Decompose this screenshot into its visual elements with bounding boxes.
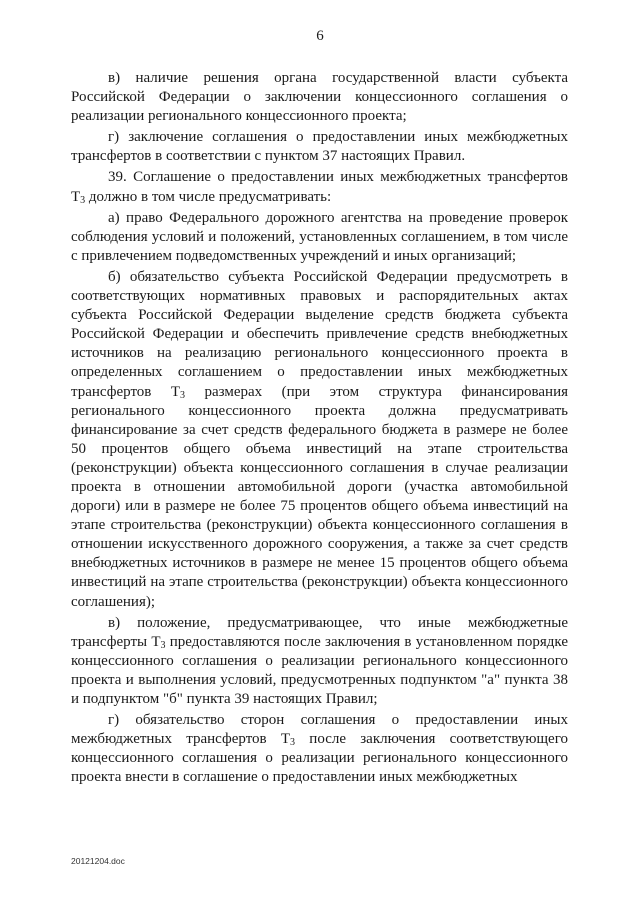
subscript-3: 3: [290, 737, 296, 749]
paragraph-38-v: в) наличие решения органа государственной власти субъекта Российской Федерации о заключении концессионного соглашения о реализации регионального концессионного проекта;: [71, 70, 568, 125]
document-footer-code: 20121204.doc: [71, 856, 125, 866]
paragraph-39-b: б) обязательство субъекта Российской Федерации предусмотреть в соответствующих нормативных правовых и распорядительных актах субъекта Российской Федерации выделение средств бюджета субъекта Российской Федерации и обеспечить привлечение средств внебюджетных источников на реализацию регионального концессионного проекта в определенных соглашением о предоставлении иных межбюджетных трансфертов $Т_3$ размерах (при этом структура финансирования регионального концессионного проекта должна предусматривать финансирование за счет средств федерального бюджета в размере не более 50 процентов общего объема инвестиций на этапе строительства (реконструкции) объекта концессионного соглашения в случае реализации проекта в отношении автомобильной дороги (участка автомобильной дороги) или в размере не более 75 процентов общего объема инвестиций на этапе строительства (реконструкции) объекта концессионного соглашения в отношении искусственного дорожного сооружения, а также за счет средств внебюджетных источников в размере не менее 15 процентов общего объема инвестиций на этапе строительства (реконструкции) объекта концессионного соглашения);: [71, 268, 568, 610]
paragraph-39-g: г) обязательство сторон соглашения о предоставлении иных межбюджетных трансфертов $Т_3$ после заключения соответствующего концессионного соглашения о реализации регионального концессионного проекта внести в соглашение о предоставлении иных межбюджетных: [71, 712, 568, 786]
paragraph-38-g: г) заключение соглашения о предоставлении иных межбюджетных трансфертов в соответствии с пунктом 37 настоящих Правил.: [71, 129, 568, 165]
paragraph-39-v: в) положение, предусматривающее, что иные межбюджетные трансферты $Т_3$ предоставляются после заключения в установленном порядке концессионного соглашения о реализации регионального концессионного проекта и выполнения условий, предусмотренных подпунктом "а" пункта 38 и подпунктом "б" пункта 39 настоящих Правил;: [71, 614, 568, 707]
subscript-3: 3: [160, 639, 166, 651]
paragraph-39-a: а) право Федерального дорожного агентства на проведение проверок соблюдения условий и положений, установленных соглашением, в том числе с привлечением подведомственных учреждений и иных организаций;: [71, 209, 568, 264]
subscript-3: 3: [180, 389, 186, 401]
subscript-3: 3: [80, 194, 86, 206]
document-body: [71, 69, 568, 789]
paragraph-39: 39. Соглашение о предоставлении иных межбюджетных трансфертов $Т_3$ должно в том числе предусматривать:: [71, 169, 568, 206]
page-number: 6: [316, 28, 324, 44]
